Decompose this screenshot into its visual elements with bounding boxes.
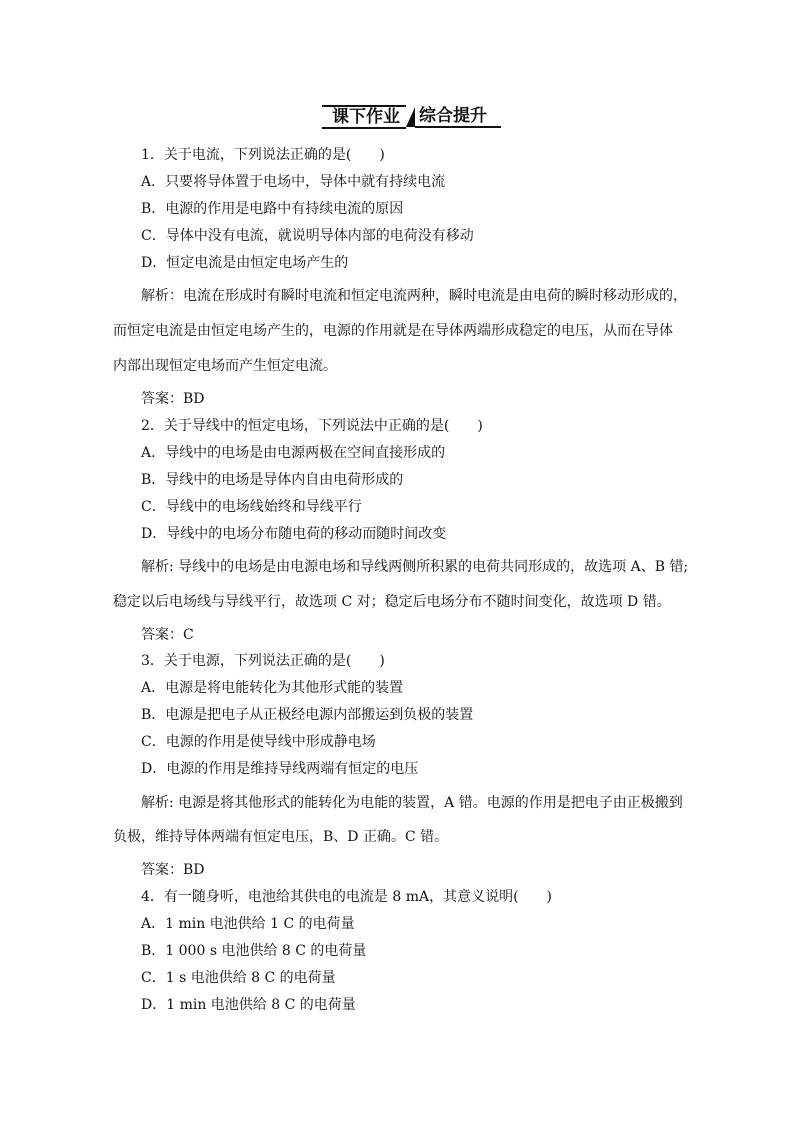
question-1-option-a: A．只要将导体置于电场中，导体中就有持续电流 bbox=[141, 174, 446, 190]
section-header bbox=[322, 104, 501, 130]
question-1-option-b: B．电源的作用是电路中有持续电流的原因 bbox=[141, 201, 404, 217]
header-triangle-divider bbox=[406, 107, 415, 127]
question-1-answer: 答案：BD bbox=[141, 391, 205, 407]
question-3-option-c: C．电源的作用是使导线中形成静电场 bbox=[141, 734, 376, 750]
question-3-option-d: D．电源的作用是维持导线两端有恒定的电压 bbox=[141, 761, 419, 777]
question-2-analysis-line: 解析: 导线中的电场是由电源电场和导线两侧所积累的电荷共同形成的，故选项 A、B 错; bbox=[141, 559, 689, 575]
question-2-option-a: A．导线中的电场是由电源两极在空间直接形成的 bbox=[141, 445, 446, 461]
question-2-option-b: B．导线中的电场是导体内自由电荷形成的 bbox=[141, 472, 404, 488]
question-3-option-b: B．电源是把电子从正极经电源内部搬运到负极的装置 bbox=[141, 707, 474, 723]
question-1-option-c: C．导体中没有电流，就说明导体内部的电荷没有移动 bbox=[141, 228, 474, 244]
question-1-analysis-line: 解析：电流在形成时有瞬时电流和恒定电流两种，瞬时电流是由电荷的瞬时移动形成的， bbox=[141, 288, 687, 304]
question-1-stem: 1．关于电流，下列说法正确的是( ) bbox=[141, 147, 385, 163]
question-3-option-a: A．电源是将电能转化为其他形式能的装置 bbox=[141, 680, 404, 696]
question-2-analysis-line: 稳定以后电场线与导线平行，故选项 C 对；稳定后电场分布不随时间变化，故选项 D 错。 bbox=[113, 594, 671, 610]
question-1-analysis-line: 内部出现恒定电场而产生恒定电流。 bbox=[113, 358, 337, 374]
question-2-option-d: D．导线中的电场分布随电荷的移动而随时间改变 bbox=[141, 526, 447, 542]
question-4-option-d: D．1 min 电池供给 8 C 的电荷量 bbox=[141, 997, 356, 1013]
question-2-stem: 2．关于导线中的恒定电场，下列说法中正确的是( ) bbox=[141, 418, 483, 434]
question-3-answer: 答案：BD bbox=[141, 862, 205, 878]
question-3-stem: 3．关于电源，下列说法正确的是( ) bbox=[141, 653, 385, 669]
question-4-option-b: B．1 000 s 电池供给 8 C 的电荷量 bbox=[141, 943, 367, 959]
question-3-analysis-line: 解析: 电源是将其他形式的能转化为电能的装置，A 错。电源的作用是把电子由正极搬到 bbox=[141, 795, 683, 811]
header-left-label: 课下作业 bbox=[322, 105, 406, 129]
question-1-analysis-line: 而恒定电流是由恒定电场产生的，电源的作用就是在导体两端形成稳定的电压，从而在导体 bbox=[113, 323, 673, 339]
question-2-option-c: C．导线中的电场线始终和导线平行 bbox=[141, 499, 362, 515]
question-3-analysis-line: 负极，维持导体两端有恒定电压，B、D 正确。C 错。 bbox=[113, 829, 449, 845]
question-4-option-a: A．1 min 电池供给 1 C 的电荷量 bbox=[141, 916, 355, 932]
question-2-answer: 答案：C bbox=[141, 627, 194, 643]
question-1-option-d: D．恒定电流是由恒定电场产生的 bbox=[141, 255, 349, 271]
question-4-option-c: C．1 s 电池供给 8 C 的电荷量 bbox=[141, 970, 336, 986]
question-4-stem: 4．有一随身听，电池给其供电的电流是 8 mA，其意义说明( ) bbox=[141, 889, 553, 905]
header-right-label: 综合提升 bbox=[415, 106, 501, 128]
